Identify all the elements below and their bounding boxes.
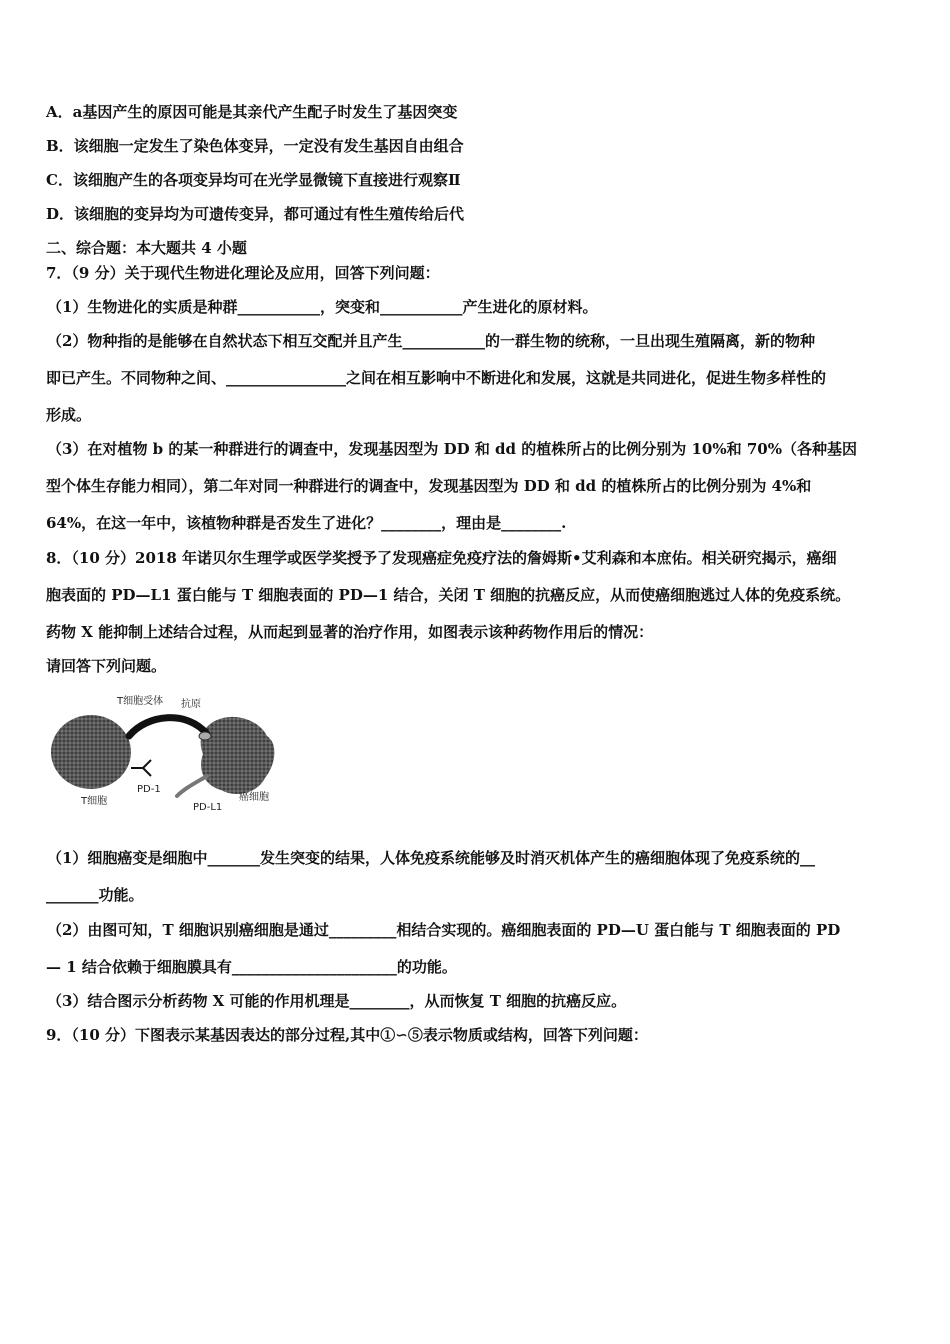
pd1-shape xyxy=(131,760,151,776)
q8-part2-line2: — 1 结合依赖于细胞膜具有______________________的功能。 xyxy=(46,958,457,976)
q7-part3-line2: 型个体生存能力相同），第二年对同一种群进行的调查中，发现基因型为 DD 和 dd 的植株所占的比例分别为 4%和 xyxy=(46,477,812,495)
pdl1-shape xyxy=(177,776,207,796)
label-pd1: PD-1 xyxy=(137,784,161,795)
q8-stem-line4: 请回答下列问题。 xyxy=(46,657,167,675)
q9-stem: 9．（10 分）下图表示某基因表达的部分过程,其中①∽⑤表示物质或结构，回答下列问题： xyxy=(46,1026,648,1044)
t-cell-cancer-diagram xyxy=(47,692,283,814)
diagram-svg xyxy=(47,692,283,814)
label-t-cell: T细胞 xyxy=(81,796,108,807)
label-cancer-cell: 癌细胞 xyxy=(239,792,269,803)
t-cell-shape xyxy=(51,715,131,789)
antigen-shape xyxy=(199,732,211,740)
q7-part2-line3: 形成。 xyxy=(46,406,92,424)
q8-part3: （3）结合图示分析药物 X 可能的作用机理是________，从而恢复 T 细胞的抗癌反应。 xyxy=(47,992,627,1010)
q7-part1: （1）生物进化的实质是种群___________，突变和___________产生进化的原材料。 xyxy=(47,298,598,316)
q7-part3-line3: 64%，在这一年中，该植物种群是否发生了进化？________，理由是________. xyxy=(46,514,567,532)
q8-part1-line1: （1）细胞癌变是细胞中_______发生突变的结果，人体免疫系统能够及时消灭机体产生的癌细胞体现了免疫系统的__ xyxy=(47,849,815,867)
section-title: 二、综合题：本大题共 4 小题 xyxy=(46,239,247,257)
q7-stem: 7．（9 分）关于现代生物进化理论及应用，回答下列问题： xyxy=(46,264,440,282)
option-c: C．该细胞产生的各项变异均可在光学显微镜下直接进行观察Ⅱ xyxy=(46,171,461,189)
option-d: D．该细胞的变异均为可遗传变异，都可通过有性生殖传给后代 xyxy=(46,205,465,223)
q7-part3-line1: （3）在对植物 b 的某一种群进行的调查中，发现基因型为 DD 和 dd 的植株所占的比例分别为 10%和 70%（各种基因 xyxy=(47,440,857,458)
option-a: A．a基因产生的原因可能是其亲代产生配子时发生了基因突变 xyxy=(46,103,458,121)
t-cell-receptor-shape xyxy=(129,718,207,736)
label-t-receptor: T细胞受体 xyxy=(117,696,164,707)
q8-stem-line1: 8．（10 分）2018 年诺贝尔生理学或医学奖授予了发现癌症免疫疗法的詹姆斯•艾利森和本庶佑。相关研究揭示，癌细 xyxy=(46,549,837,567)
label-pdl1: PD-L1 xyxy=(193,802,223,813)
option-b: B．该细胞一定发生了染色体变异，一定没有发生基因自由组合 xyxy=(46,137,464,155)
label-antigen: 抗原 xyxy=(181,699,201,710)
q8-stem-line2: 胞表面的 PD—L1 蛋白能与 T 细胞表面的 PD—1 结合，关闭 T 细胞的抗癌反应，从而使癌细胞逃过人体的免疫系统。 xyxy=(46,586,851,604)
q8-stem-line3: 药物 X 能抑制上述结合过程，从而起到显著的治疗作用，如图表示该种药物作用后的情况： xyxy=(46,623,654,641)
q8-part1-line2: _______功能。 xyxy=(46,886,144,904)
cancer-cell-shape xyxy=(201,717,275,794)
q8-part2-line1: （2）由图可知，T 细胞识别癌细胞是通过_________相结合实现的。癌细胞表面的 PD—U 蛋白能与 T 细胞表面的 PD xyxy=(47,921,841,939)
q7-part2-line1: （2）物种指的是能够在自然状态下相互交配并且产生___________的一群生物的统称，一旦出现生殖隔离，新的物种 xyxy=(47,332,815,350)
q7-part2-line2: 即已产生。不同物种之间、________________之间在相互影响中不断进化和发展，这就是共同进化，促进生物多样性的 xyxy=(46,369,827,387)
